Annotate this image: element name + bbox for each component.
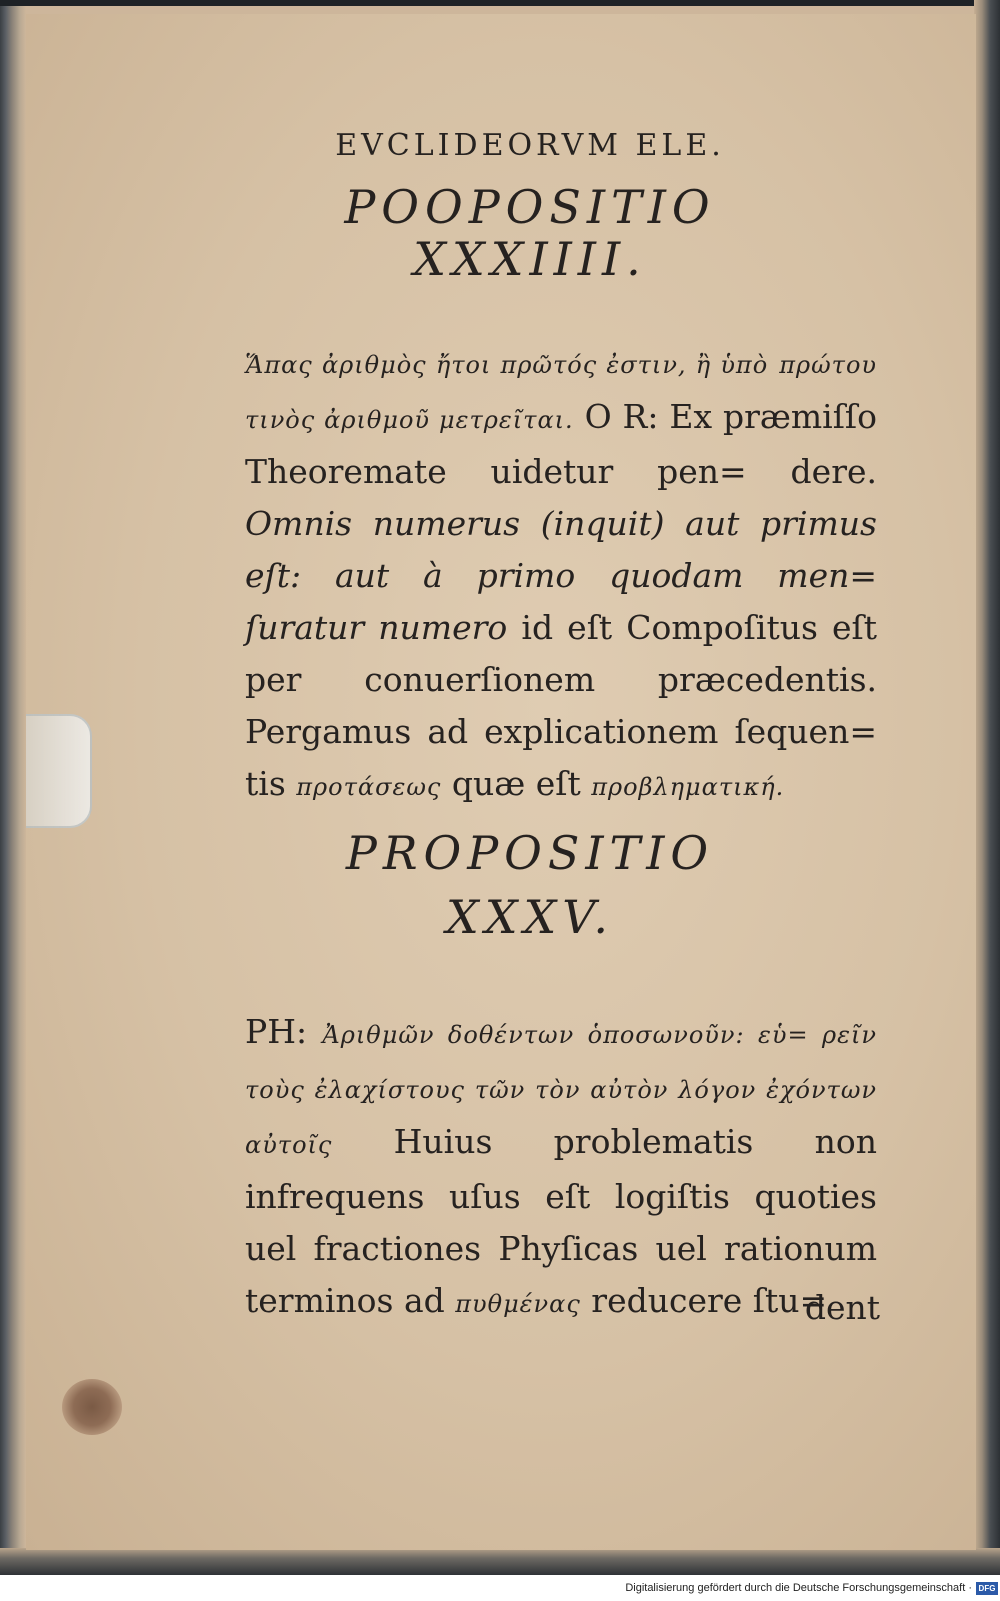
greek-enunciation-2: Ἀριθμῶν δοθέντων ὁποσωνοῦν: εὑ= ρεῖν τοὺς ἐλαχίστους τῶν τὸν αὐτὸν λόγον ἐχόντων αὐτοῖς [245, 1021, 877, 1159]
catchword: dent [804, 1288, 880, 1327]
footer-bar [0, 1579, 1000, 1601]
italic-quotation: Omnis numerus (inquit) aut primus eſt: aut à primo quodam men= ſuratur numero [245, 504, 877, 647]
greek-enunciation-line1: Ἅπας ἀριθμὸς ἤτοι πρῶτός ἐστιν, ἢ ὑπὸ [245, 351, 769, 379]
greek-word-2: πυθμένας [455, 1290, 581, 1318]
commentary-text-2-end: reducere ſtu= [591, 1281, 828, 1320]
proposition-1-title: POOPOSITIO [344, 180, 716, 234]
ink-stain [62, 1379, 122, 1435]
proposition-1-number: XXXIIII. [413, 232, 647, 286]
paragraph-1 [245, 336, 877, 813]
paragraph-2-label: PH: [245, 1012, 308, 1051]
proposition-2-number: XXXV. [445, 890, 615, 944]
dfg-logo: DFG [976, 1582, 998, 1595]
commentary-text-2: Huius problematis non infrequens uſus eſt logiſtis quoties uel fractiones Phyſicas uel rationum terminos ad [245, 1122, 877, 1320]
greek-enunciation-line2: πρώτου τινὸς ἀριθμοῦ μετρεῖται. [245, 351, 877, 434]
funding-credit: Digitalisierung gefördert durch die Deutsche Forschungsgemeinschaft · [625, 1582, 972, 1594]
paragraph-2 [245, 1006, 877, 1330]
proposition-2-title: PROPOSITIO [345, 826, 715, 880]
bottom-page-edge [0, 1548, 1000, 1575]
page-clip [26, 714, 92, 828]
commentary-text: O R: Ex præmiſſo Theoremate uidetur pen= dere. [245, 397, 878, 491]
running-head: EVCLIDEORVM ELE. [335, 128, 725, 163]
commentary-text-end: quæ eſt [451, 764, 581, 803]
commentary-text-continued: id eſt Compoſitus eſt per conuerſionem præcedentis. Pergamus ad explicationem ſequen= tis [245, 608, 877, 803]
greek-word-end: προβληματική. [591, 773, 785, 801]
greek-word: προτάσεως [296, 773, 442, 801]
